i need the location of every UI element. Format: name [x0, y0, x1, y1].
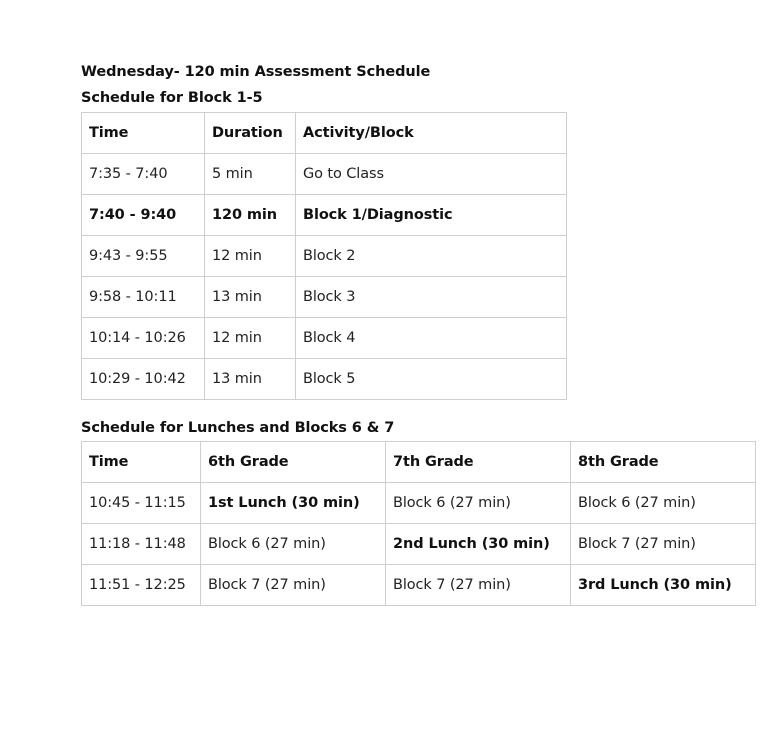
column-header-time: Time: [82, 442, 201, 483]
8th-grade-cell: Block 7 (27 min): [571, 524, 756, 565]
table-row: [82, 195, 567, 236]
activity-cell: Block 3: [296, 277, 567, 318]
duration-cell: 120 min: [205, 195, 296, 236]
7th-grade-cell: 2nd Lunch (30 min): [386, 524, 571, 565]
block-schedule-table: [81, 112, 567, 400]
time-cell: 7:40 - 9:40: [82, 195, 205, 236]
duration-cell: 12 min: [205, 236, 296, 277]
lunch-schedule-heading: Schedule for Lunches and Blocks 6 & 7: [81, 420, 395, 436]
table-row: [82, 359, 567, 400]
table-header-row: [82, 442, 756, 483]
table-row: [82, 277, 567, 318]
activity-cell: Block 4: [296, 318, 567, 359]
table-header-row: [82, 113, 567, 154]
duration-cell: 13 min: [205, 359, 296, 400]
activity-cell: Block 1/Diagnostic: [296, 195, 567, 236]
table-row: [82, 318, 567, 359]
8th-grade-cell: 3rd Lunch (30 min): [571, 565, 756, 606]
8th-grade-cell: Block 6 (27 min): [571, 483, 756, 524]
time-cell: 11:51 - 12:25: [82, 565, 201, 606]
activity-cell: Block 5: [296, 359, 567, 400]
page-title: Wednesday- 120 min Assessment Schedule: [81, 64, 431, 80]
7th-grade-cell: Block 6 (27 min): [386, 483, 571, 524]
time-cell: 11:18 - 11:48: [82, 524, 201, 565]
column-header-7th-grade: 7th Grade: [386, 442, 571, 483]
time-cell: 7:35 - 7:40: [82, 154, 205, 195]
time-cell: 9:58 - 10:11: [82, 277, 205, 318]
column-header-activity: Activity/Block: [296, 113, 567, 154]
time-cell: 10:14 - 10:26: [82, 318, 205, 359]
6th-grade-cell: 1st Lunch (30 min): [201, 483, 386, 524]
6th-grade-cell: Block 7 (27 min): [201, 565, 386, 606]
7th-grade-cell: Block 7 (27 min): [386, 565, 571, 606]
column-header-time: Time: [82, 113, 205, 154]
time-cell: 10:29 - 10:42: [82, 359, 205, 400]
duration-cell: 5 min: [205, 154, 296, 195]
table-row: [82, 154, 567, 195]
table-row: [82, 483, 756, 524]
block-schedule-heading: Schedule for Block 1-5: [81, 90, 263, 106]
duration-cell: 13 min: [205, 277, 296, 318]
activity-cell: Go to Class: [296, 154, 567, 195]
lunch-schedule-table: [81, 441, 756, 606]
duration-cell: 12 min: [205, 318, 296, 359]
table-row: [82, 565, 756, 606]
time-cell: 9:43 - 9:55: [82, 236, 205, 277]
table-row: [82, 236, 567, 277]
column-header-duration: Duration: [205, 113, 296, 154]
time-cell: 10:45 - 11:15: [82, 483, 201, 524]
column-header-8th-grade: 8th Grade: [571, 442, 756, 483]
column-header-6th-grade: 6th Grade: [201, 442, 386, 483]
6th-grade-cell: Block 6 (27 min): [201, 524, 386, 565]
activity-cell: Block 2: [296, 236, 567, 277]
table-row: [82, 524, 756, 565]
